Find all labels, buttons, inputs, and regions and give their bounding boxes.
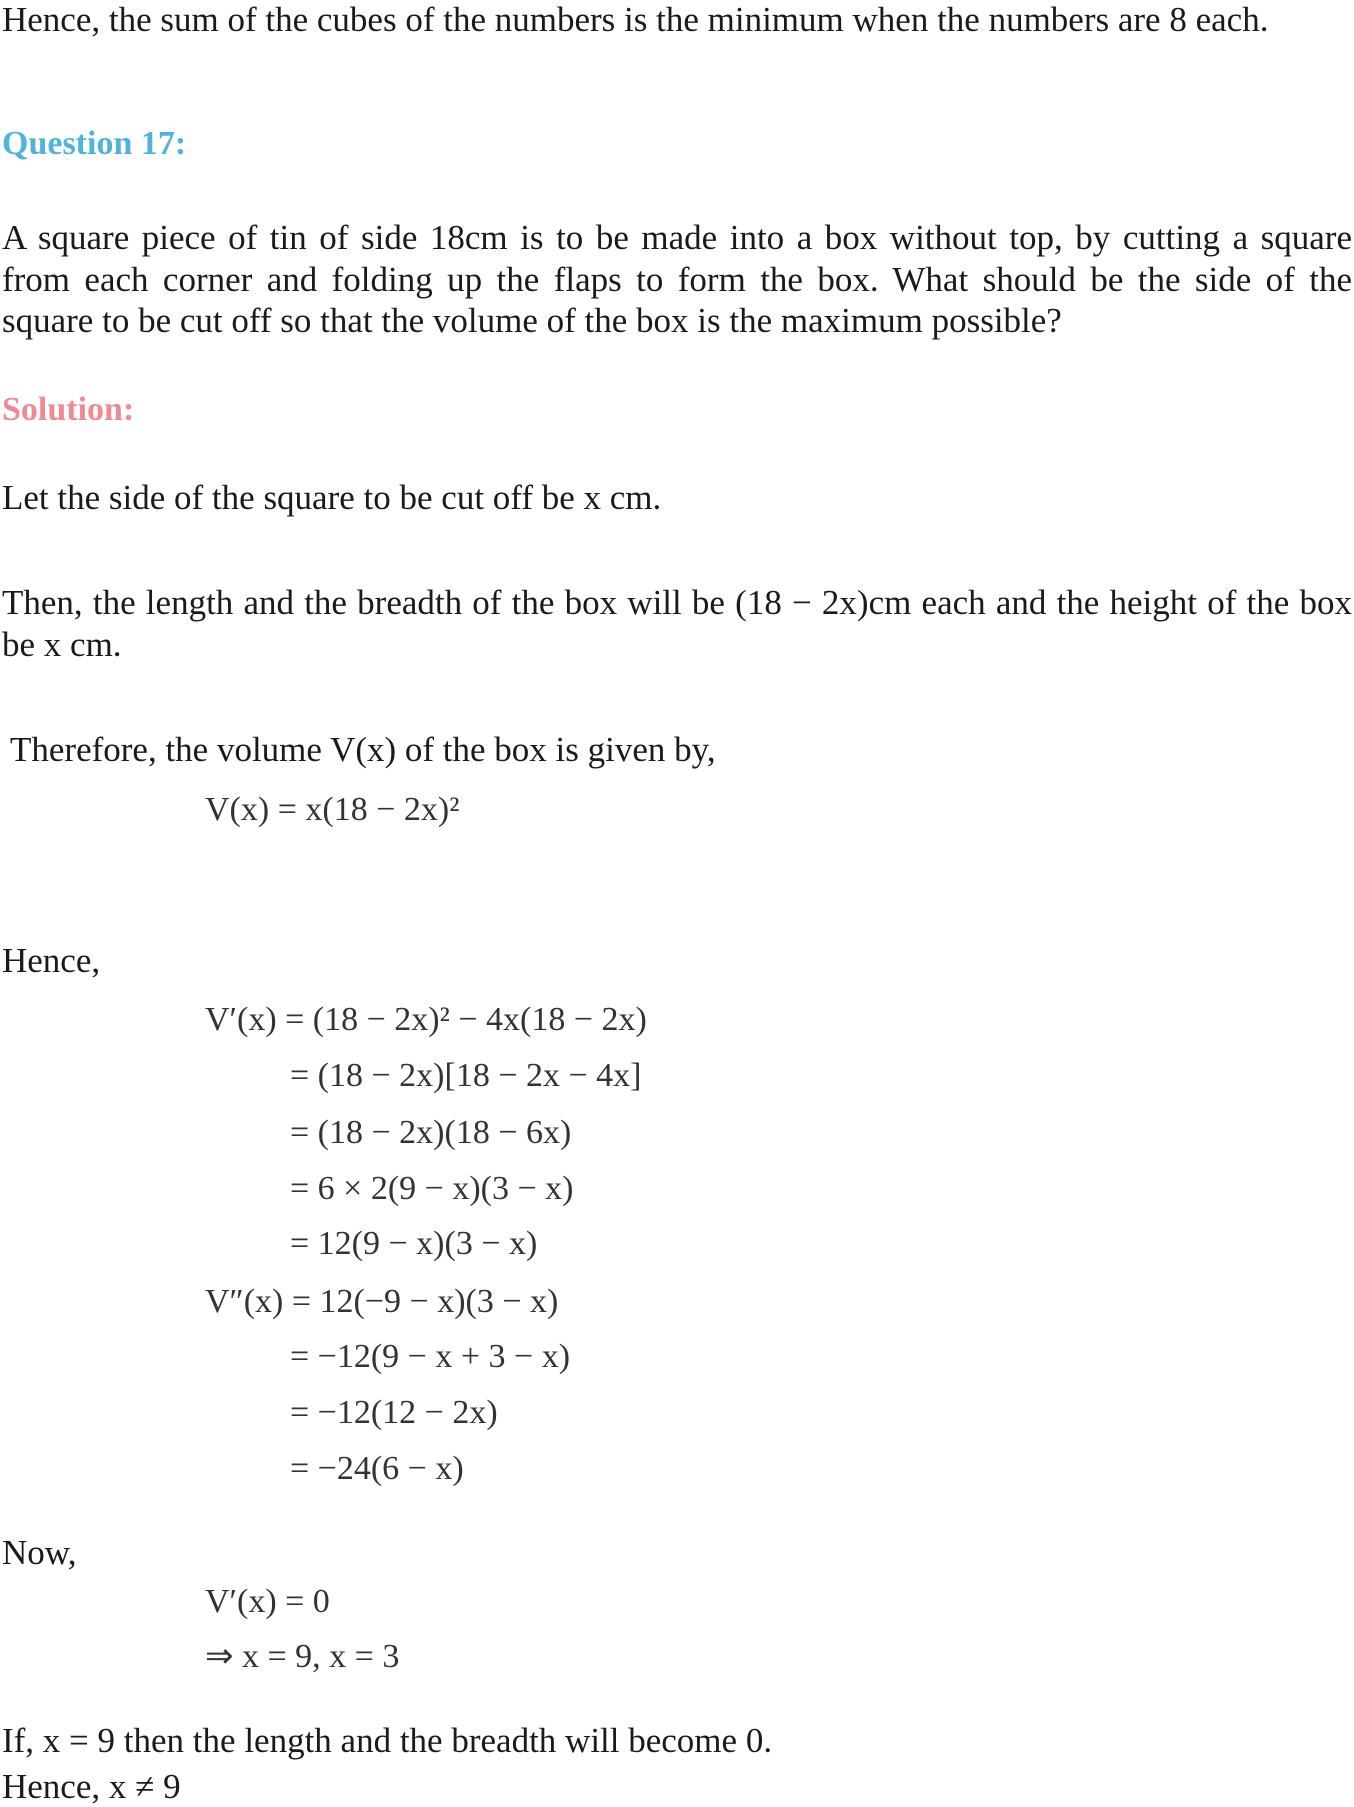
derivative-line: V′(x) = (18 − 2x)² − 4x(18 − 2x) (205, 1001, 647, 1038)
therefore-line: Therefore, the volume V(x) of the box is given by, (10, 730, 716, 769)
volume-equation: V(x) = x(18 − 2x)² (205, 791, 460, 828)
solution-heading: Solution: (2, 391, 135, 428)
hence-final: Hence, x ≠ 9 (2, 1767, 181, 1806)
derivative-line: = (18 − 2x)(18 − 6x) (290, 1114, 572, 1151)
question-line-3: square to be cut off so that the volume of the box is the maximum possible? (2, 301, 1062, 340)
second-derivative-line: = −24(6 − x) (290, 1450, 464, 1487)
second-derivative-line: V″(x) = 12(−9 − x)(3 − x) (205, 1283, 559, 1320)
second-derivative-line: = −12(12 − 2x) (290, 1394, 498, 1431)
now-label: Now, (2, 1533, 77, 1572)
derivative-line: = 6 × 2(9 − x)(3 − x) (290, 1170, 574, 1207)
if-line: If, x = 9 then the length and the breadth will become 0. (2, 1721, 773, 1760)
then-line-2: be x cm. (2, 625, 122, 664)
critical-solution: ⇒ x = 9, x = 3 (205, 1638, 400, 1675)
critical-equation: V′(x) = 0 (205, 1583, 330, 1620)
question-line-2: from each corner and folding up the flaps to form the box. What should be the side of the (2, 260, 1352, 299)
then-line-1: Then, the length and the breadth of the box will be (18 − 2x)cm each and the height of the box (2, 583, 1352, 622)
derivative-line: = (18 − 2x)[18 − 2x − 4x] (290, 1057, 642, 1094)
previous-conclusion: Hence, the sum of the cubes of the numbers is the minimum when the numbers are 8 each. (2, 0, 1269, 39)
question-line-1: A square piece of tin of side 18cm is to be made into a box without top, by cutting a square (2, 218, 1352, 257)
hence-label: Hence, (2, 941, 101, 980)
question-heading: Question 17: (2, 125, 187, 162)
second-derivative-line: = −12(9 − x + 3 − x) (290, 1338, 571, 1375)
derivative-line: = 12(9 − x)(3 − x) (290, 1225, 538, 1262)
let-line: Let the side of the square to be cut off be x cm. (2, 478, 662, 517)
